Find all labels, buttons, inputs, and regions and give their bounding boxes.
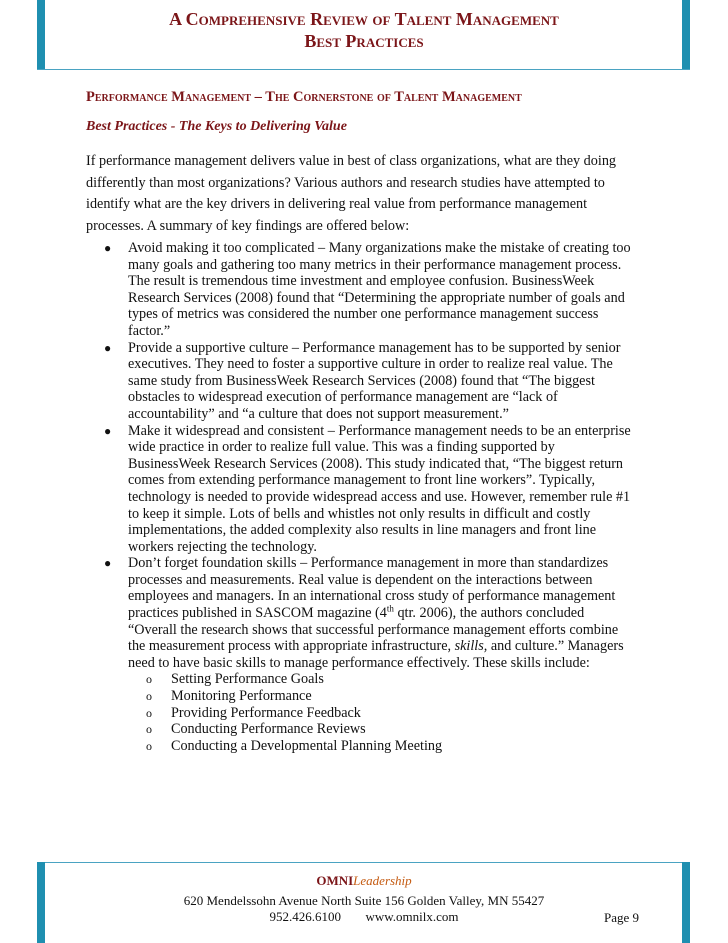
bullet-line: types of metrics was considered the number one performance management success (128, 306, 599, 323)
header-title-line1: A Comprehensive Review of Talent Management (169, 9, 559, 29)
bullet-icon: ● (104, 423, 112, 438)
bullet-line: Provide a supportive culture – Performance management has to be supported by senior (128, 339, 621, 356)
bullet-line: processes and measurements. Real value is dependent on the interactions between (128, 571, 593, 588)
footer-rule (37, 862, 690, 863)
bullet-line: The result is tremendous time investment and employee confusion. BusinessWeek (128, 273, 595, 290)
footer-phone: 952.426.6100 (269, 909, 341, 924)
intro-line: processes. A summary of key findings are offered below: (86, 217, 410, 234)
bullet-line: wide practice in order to realize full value. This was a finding supported by (128, 439, 555, 456)
footer-address: 620 Mendelssohn Avenue North Suite 156 Golden Valley, MN 55427 (183, 893, 545, 908)
text-run: the measurement process with appropriate infrastructure, (128, 638, 455, 655)
bullet-line: Don’t forget foundation skills – Performance management in more than standardizes (128, 555, 609, 572)
circle-bullet-icon: o (146, 738, 152, 753)
list-item (86, 340, 646, 423)
intro-line: If performance management delivers value in best of class organizations, what are they doing (86, 153, 617, 169)
bullet-line: Make it widespread and consistent – Performance management needs to be an enterprise (128, 422, 631, 439)
sub-item-label: Providing Performance Feedback (171, 704, 361, 721)
bullet-line: accountability” and “a culture that does not support measurement.” (128, 405, 509, 422)
circle-bullet-icon: o (146, 689, 152, 704)
circle-bullet-icon: o (146, 705, 152, 720)
brand-leadership: Leadership (353, 873, 412, 888)
brand-main: OMNI (316, 873, 354, 888)
bullet-line: comes from extending performance management to front line workers”. Typically, (128, 472, 596, 489)
bullet-line: to keep it simple. Lots of bells and whistles not only results in difficult and costly (128, 505, 591, 522)
bullet-icon: ● (104, 340, 112, 355)
list-item (128, 671, 646, 688)
list-item (128, 738, 646, 755)
header-rule (37, 69, 690, 70)
bullet-line: many goals and gathering too many metrics in their performance management process. (128, 256, 622, 273)
skills-sublist (128, 671, 646, 754)
bullet-line: workers rejecting the technology. (128, 538, 317, 555)
bullet-line: “Overall the research shows that successful performance management efforts combine (128, 621, 619, 638)
intro-paragraph (86, 151, 646, 237)
page-number: Page 9 (603, 910, 639, 925)
list-item (128, 688, 646, 705)
sub-item-label: Monitoring Performance (171, 688, 312, 705)
bullet-line: implementations, the added complexity also results in line managers and front line (128, 522, 597, 539)
circle-bullet-icon: o (146, 672, 152, 687)
key-findings-list (86, 240, 646, 754)
sub-item-label: Setting Performance Goals (171, 671, 324, 688)
footer-brand (0, 873, 728, 889)
bullet-line: technology is needed to provide widespread access and use. However, remember rule #1 (128, 488, 631, 505)
page-header (0, 8, 728, 52)
bullet-line: obstacles to widespread execution of performance management are “lack of (128, 389, 558, 406)
footer-website[interactable]: www.omnilx.com (365, 909, 459, 924)
superscript: th (386, 603, 394, 614)
intro-line: differently than most organizations? Various authors and research studies have attempted to (86, 174, 605, 191)
bullet-line: factor.” (128, 322, 171, 339)
bullet-icon: ● (104, 241, 112, 255)
text-run: and culture.” Managers (487, 638, 624, 655)
sub-item-label: Conducting a Developmental Planning Meeting (171, 737, 443, 754)
list-item (128, 705, 646, 722)
section-subtitle: Best Practices - The Keys to Delivering Value (86, 119, 347, 134)
intro-line: identify what are the key drivers in delivering real value from performance management (86, 196, 588, 212)
bullet-line (128, 638, 646, 655)
list-item (86, 423, 646, 556)
header-title-line2: Best Practices (304, 31, 424, 51)
circle-bullet-icon: o (146, 722, 152, 737)
emphasis: skills, (454, 638, 488, 655)
bullet-line: same study from BusinessWeek Research Services (2008) found that “The biggest (128, 372, 595, 389)
bullet-line: BusinessWeek Research Services (2008). This study indicated that, “The biggest return (128, 455, 624, 472)
text-run: practices published in SASCOM magazine (4 (128, 605, 387, 622)
bullet-line: Avoid making it too complicated – Many organizations make the mistake of creating too (128, 240, 631, 256)
section-title: Performance Management – The Cornerstone of Talent Management (86, 89, 522, 105)
sub-item-label: Conducting Performance Reviews (171, 721, 366, 738)
bullet-line: Research Services (2008) found that “Determining the appropriate number of goals and (128, 289, 625, 306)
bullet-line: need to have basic skills to manage performance effectively. These skills include: (128, 654, 590, 671)
bullet-line: employees and managers. In an international cross study of performance management (128, 588, 616, 605)
bullet-line (128, 605, 646, 622)
bullet-line: executives. They need to foster a supportive culture in order to realize real value. The (128, 356, 613, 373)
text-run: qtr. 2006), the authors concluded (393, 605, 585, 622)
bullet-icon: ● (104, 556, 112, 571)
list-item (86, 555, 646, 754)
list-item (86, 240, 646, 340)
list-item (128, 721, 646, 738)
